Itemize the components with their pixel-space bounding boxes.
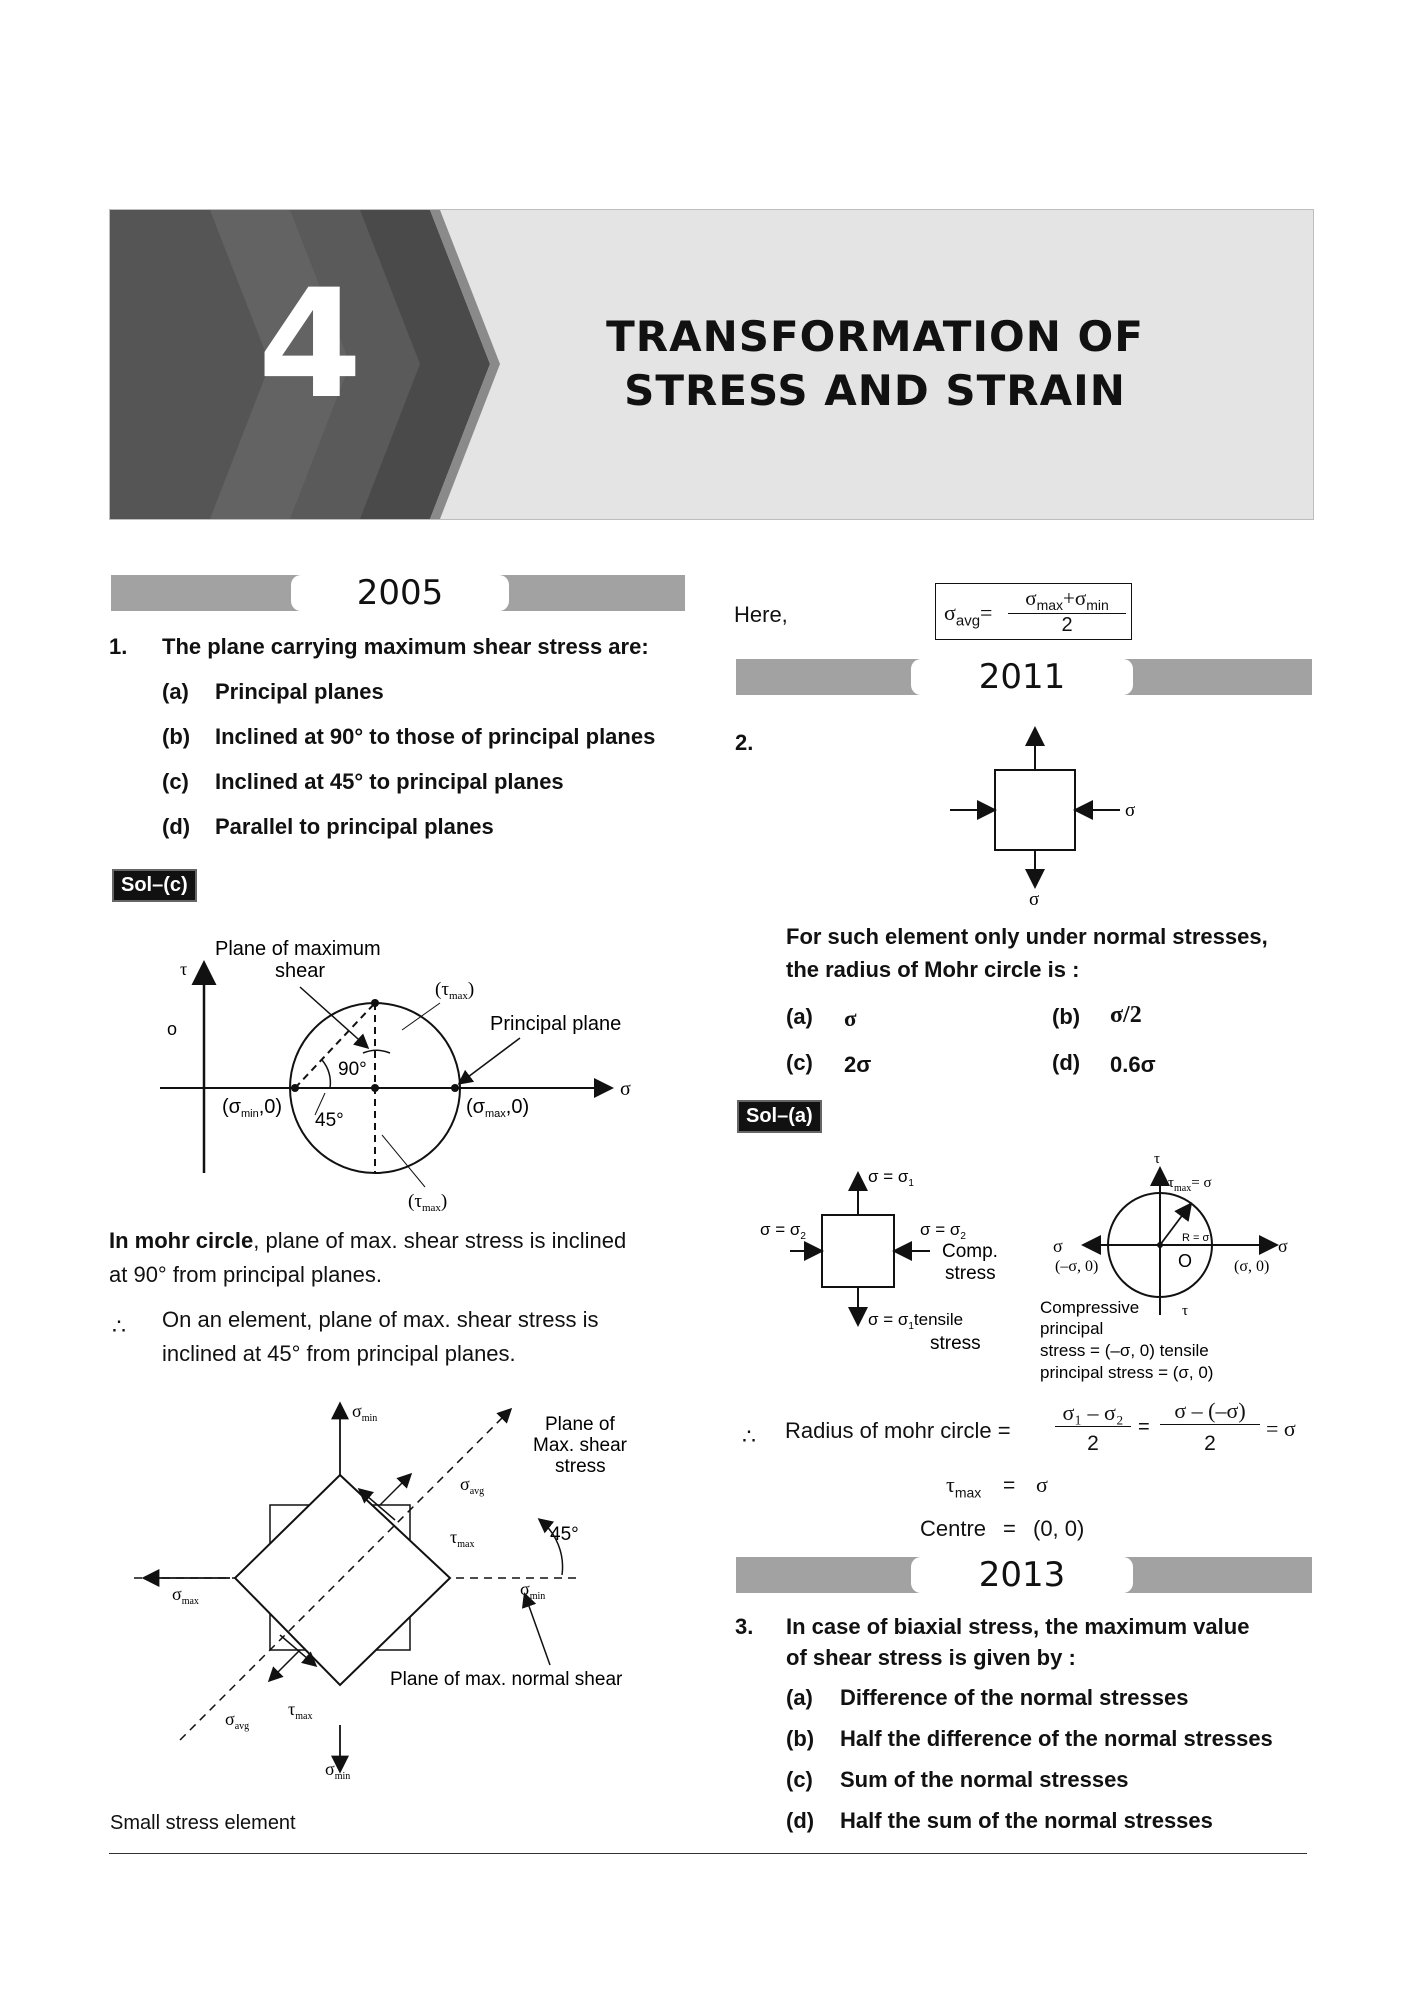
q2-option-d-text: 0.6σ [1110,1052,1156,1077]
q2-option-d-label: (d) [1052,1050,1081,1075]
sol-tau-bottom-label: τ [1182,1303,1189,1319]
sol-pos-point-label: (σ, 0) [1234,1258,1270,1275]
q1-option-c-label: (c) [162,769,189,794]
q2-number: 2. [735,730,754,755]
radius-frac1-den: 2 [1087,1432,1099,1455]
q3-option-d-label: (d) [786,1808,815,1833]
radius-therefore: ∴ [742,1424,756,1449]
plane-normal-label: Plane of max. normal shear [390,1669,623,1690]
q2-solution-badge: Sol–(a) [737,1100,822,1133]
stress-element-figure [130,1395,690,1790]
sigma-avg-bottom-label: $\sigma_{avg}$ [225,1709,250,1732]
sigma-max-point [451,1084,459,1092]
q2-text-line1: For such element only under normal stresses, [786,924,1268,949]
q1-therefore: ∴ [112,1314,126,1339]
tau-max-top-label: $(\tau_{max})$ [435,979,475,1002]
sol-centre-dot [1157,1242,1163,1248]
q3-text-line1: In case of biaxial stress, the maximum value [786,1614,1250,1639]
sigma-axis-label: σ [620,1078,631,1100]
q1-explain-line1: In mohr circle, plane of max. shear stress is inclined [109,1228,627,1253]
q1-option-c-text: Inclined at 45° to principal planes [215,769,564,794]
q1-option-b-label: (b) [162,724,191,749]
centre-lhs: Centre [920,1516,987,1541]
q1-option-d-text: Parallel to principal planes [215,814,494,839]
sol-sigma-left-label: σ [1053,1236,1063,1256]
q2-option-c-label: (c) [786,1050,813,1075]
radius-frac2-num: σ – (–σ) [1160,1398,1260,1425]
sol-square [822,1215,894,1287]
q2-option-b-text: σ/2 [1110,1002,1142,1028]
taumax-rhs: σ [1036,1472,1048,1497]
chapter-title-line2: STRESS AND STRAIN [624,366,1126,415]
year-label-2011: 2011 [911,659,1133,695]
angle-45-label: 45° [315,1110,344,1131]
radius-frac1-num: σ₁ – σ₂ [1055,1400,1131,1427]
angle-45-label: 45° [550,1524,579,1545]
year-bar-2013 [736,1557,1312,1593]
angle-90-arc [363,1050,390,1053]
q3-option-b-text: Half the difference of the normal stresses [840,1726,1273,1751]
origin-label: o [167,1019,178,1039]
q3-option-b-label: (b) [786,1726,815,1751]
q3-option-a-label: (a) [786,1685,813,1710]
q2-option-a-text: σ [844,1006,857,1031]
q1-option-b-text: Inclined at 90° to those of principal planes [215,724,656,749]
chapter-title-line1: TRANSFORMATION OF [606,312,1144,361]
plane-max-shear-label-2: shear [275,960,326,982]
sigma-avg-arrow-top [380,1475,410,1505]
sol-note-line4: principal stress = (σ, 0) [1040,1363,1214,1382]
plane-max-shear-arrow [300,987,367,1047]
q1-option-a-text: Principal planes [215,679,384,704]
sigma-avg-arrow-bottom [270,1650,300,1680]
principal-plane-arrow [460,1038,520,1083]
q2-square [995,770,1075,850]
q1-solution-badge: Sol–(c) [112,869,197,902]
radius-label: Radius of mohr circle = [785,1418,1011,1443]
year-label-2013: 2013 [911,1557,1133,1593]
sol-left-label: $\sigma = \sigma_2$ [760,1220,806,1242]
q3-option-c-label: (c) [786,1767,813,1792]
chapter-number: 4 [257,258,363,432]
sigma-max-coord: $(\sigma_{max},0)$ [466,1096,530,1120]
q1-option-a-label: (a) [162,679,189,704]
sigma-min-coord: $(\sigma_{min},0)$ [222,1096,283,1120]
rotated-element [235,1475,450,1685]
sol-comp-label: Comp. [942,1241,998,1262]
q2-option-b-label: (b) [1052,1004,1081,1029]
sigma-min-top-label: $\sigma_{min}$ [352,1401,378,1424]
mohr-circle-figure [150,925,650,1215]
tau-max-top-label: $\tau_{max}$ [450,1527,475,1550]
q2-solution-figure [750,1145,1310,1390]
tau-max-bottom-label: $(\tau_{max})$ [408,1191,448,1214]
sigma-min-bottom-label: $\sigma_{min}$ [325,1759,351,1782]
taumax-lhs: $\tau_{max}$ [946,1472,982,1501]
year-bar-2011 [736,659,1312,695]
sigma-avg-top-label: $\sigma_{avg}$ [460,1474,485,1497]
here-label: Here, [734,602,788,627]
sol-neg-point-label: (–σ, 0) [1055,1258,1099,1275]
sigma-min-right-label: $\sigma_{min}$ [520,1579,546,1602]
q1-text: The plane carrying maximum shear stress are: [162,634,649,659]
centre-rhs: (0, 0) [1033,1516,1085,1541]
q1-explain-line2: at 90° from principal planes. [109,1262,382,1287]
plane-shear-label-3: stress [555,1456,606,1477]
tau-axis-label: τ [180,959,188,979]
sigma-avg-formula-box [935,583,1132,640]
q3-option-a-text: Difference of the normal stresses [840,1685,1189,1710]
sol-right-label: $\sigma = \sigma_2$ [920,1220,966,1242]
sol-top-label: $\sigma = \sigma_1$ [868,1167,914,1189]
q2-option-c-text: 2σ [844,1052,872,1077]
tau-max-bottom-label: $\tau_{max}$ [288,1699,313,1722]
sol-bottom-label: $\sigma = \sigma_1tensile$ [868,1310,964,1332]
radius-eq1: = [1138,1416,1150,1438]
q2-right-sigma: σ [1125,800,1136,821]
small-stress-element-caption: Small stress element [110,1812,296,1834]
q3-number: 3. [735,1614,754,1639]
radius-frac2-den: 2 [1204,1432,1216,1455]
radius-eq2: = σ [1266,1416,1296,1441]
q2-bottom-sigma: σ [1029,889,1040,910]
plane-shear-label-2: Max. shear [533,1435,627,1456]
formula-numerator: $\sigma_{max}+\sigma_{min}$ [1008,586,1126,614]
q1-option-d-label: (d) [162,814,191,839]
principal-plane-label: Principal plane [490,1013,622,1035]
q2-text-line2: the radius of Mohr circle is : [786,957,1080,982]
q2-element-figure [930,725,1150,910]
plane-normal-arrow [525,1595,550,1665]
footer-rule [109,1853,1307,1854]
formula-lhs: $\sigma_{avg}=$ [944,600,993,630]
q3-option-c-text: Sum of the normal stresses [840,1767,1129,1792]
q1-explain2-line2: inclined at 45° from principal planes. [162,1341,516,1366]
q2-option-a-label: (a) [786,1004,813,1029]
formula-denominator: 2 [1061,614,1073,636]
sol-sigma-right-label: σ [1278,1236,1288,1256]
sol-note-line3: stress = (–σ, 0) tensile [1040,1341,1209,1360]
taumax-eq: = [1003,1474,1016,1497]
sol-taumax-label: $\tau_{max}= \sigma$ [1168,1175,1212,1194]
q1-explain2-line1: On an element, plane of max. shear stress is [162,1307,599,1332]
sol-radius-label: R = σ [1182,1232,1210,1244]
q3-text-line2: of shear stress is given by : [786,1645,1076,1670]
sigma-max-left-label: $\sigma_{max}$ [172,1584,199,1607]
centre-eq: = [1003,1516,1016,1541]
q1-number: 1. [109,634,128,659]
sol-note-line2: principal [1040,1319,1104,1338]
angle-90-label: 90° [338,1059,367,1080]
year-bar-2005 [111,575,685,611]
q3-option-d-text: Half the sum of the normal stresses [840,1808,1213,1833]
angle-45-arc [322,1060,330,1088]
sol-origin-label: O [1178,1251,1193,1271]
sol-comp-stress-label: stress [945,1263,996,1284]
sol-tau-top-label: τ [1154,1151,1161,1167]
plane-max-shear-label-1: Plane of maximum [215,938,381,960]
sol-tensile-stress-label: stress [930,1333,981,1354]
chapter-title [520,310,1230,418]
year-label-2005: 2005 [291,575,509,611]
sol-note-line1: Compressive [1040,1298,1140,1317]
plane-shear-label-1: Plane of [545,1414,615,1435]
